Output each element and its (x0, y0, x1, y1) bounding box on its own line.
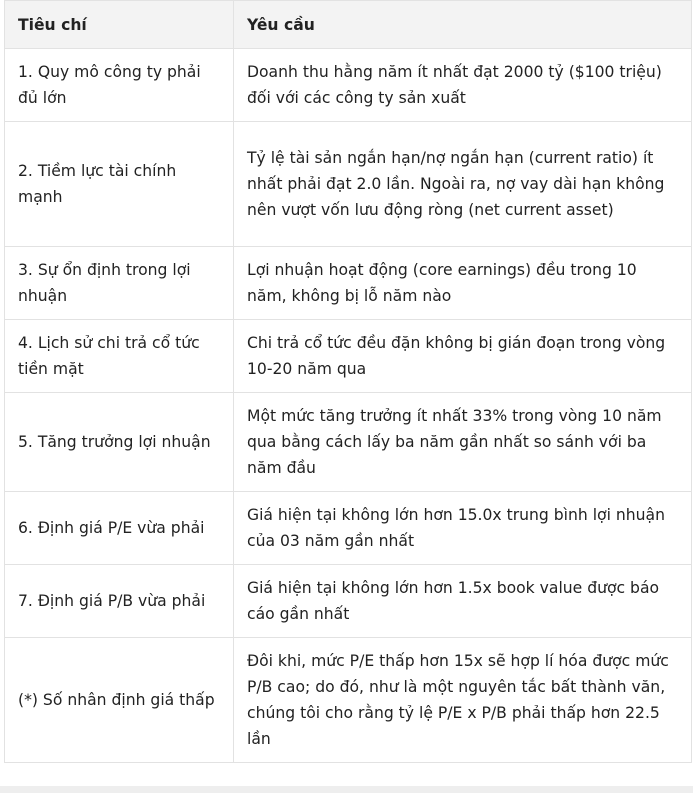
header-requirement: Yêu cầu (234, 1, 692, 49)
header-criterion: Tiêu chí (5, 1, 234, 49)
table-row (5, 565, 692, 638)
requirement-cell: Doanh thu hằng năm ít nhất đạt 2000 tỷ ($100 triệu) đối với các công ty sản xuất (234, 49, 692, 122)
requirement-cell: Chi trả cổ tức đều đặn không bị gián đoạn trong vòng 10-20 năm qua (234, 320, 692, 393)
table-row (5, 393, 692, 492)
requirement-cell: Lợi nhuận hoạt động (core earnings) đều trong 10 năm, không bị lỗ năm nào (234, 247, 692, 320)
table-row (5, 247, 692, 320)
criterion-cell: (*) Số nhân định giá thấp (5, 638, 234, 763)
table-row (5, 638, 692, 763)
requirement-cell: Tỷ lệ tài sản ngắn hạn/nợ ngắn hạn (current ratio) ít nhất phải đạt 2.0 lần. Ngoài ra, nợ vay dài hạn không nên vượt vốn lưu động ròng (net current asset) (234, 122, 692, 247)
table-row (5, 320, 692, 393)
table-row (5, 49, 692, 122)
criterion-cell: 7. Định giá P/B vừa phải (5, 565, 234, 638)
criterion-cell: 2. Tiềm lực tài chính mạnh (5, 122, 234, 247)
requirement-cell: Một mức tăng trưởng ít nhất 33% trong vòng 10 năm qua bằng cách lấy ba năm gần nhất so sánh với ba năm đầu (234, 393, 692, 492)
requirement-cell: Đôi khi, mức P/E thấp hơn 15x sẽ hợp lí hóa được mức P/B cao; do đó, như là một nguyên tắc bất thành văn, chúng tôi cho rằng tỷ lệ P/E x P/B phải thấp hơn 22.5 lần (234, 638, 692, 763)
criterion-cell: 6. Định giá P/E vừa phải (5, 492, 234, 565)
requirement-cell: Giá hiện tại không lớn hơn 15.0x trung bình lợi nhuận của 03 năm gần nhất (234, 492, 692, 565)
criteria-table (4, 0, 692, 763)
table-row (5, 492, 692, 565)
footer-divider (0, 786, 693, 793)
criterion-cell: 4. Lịch sử chi trả cổ tức tiền mặt (5, 320, 234, 393)
criterion-cell: 5. Tăng trưởng lợi nhuận (5, 393, 234, 492)
table-row (5, 122, 692, 247)
criterion-cell: 3. Sự ổn định trong lợi nhuận (5, 247, 234, 320)
criterion-cell: 1. Quy mô công ty phải đủ lớn (5, 49, 234, 122)
table-header-row (5, 1, 692, 49)
requirement-cell: Giá hiện tại không lớn hơn 1.5x book value được báo cáo gần nhất (234, 565, 692, 638)
